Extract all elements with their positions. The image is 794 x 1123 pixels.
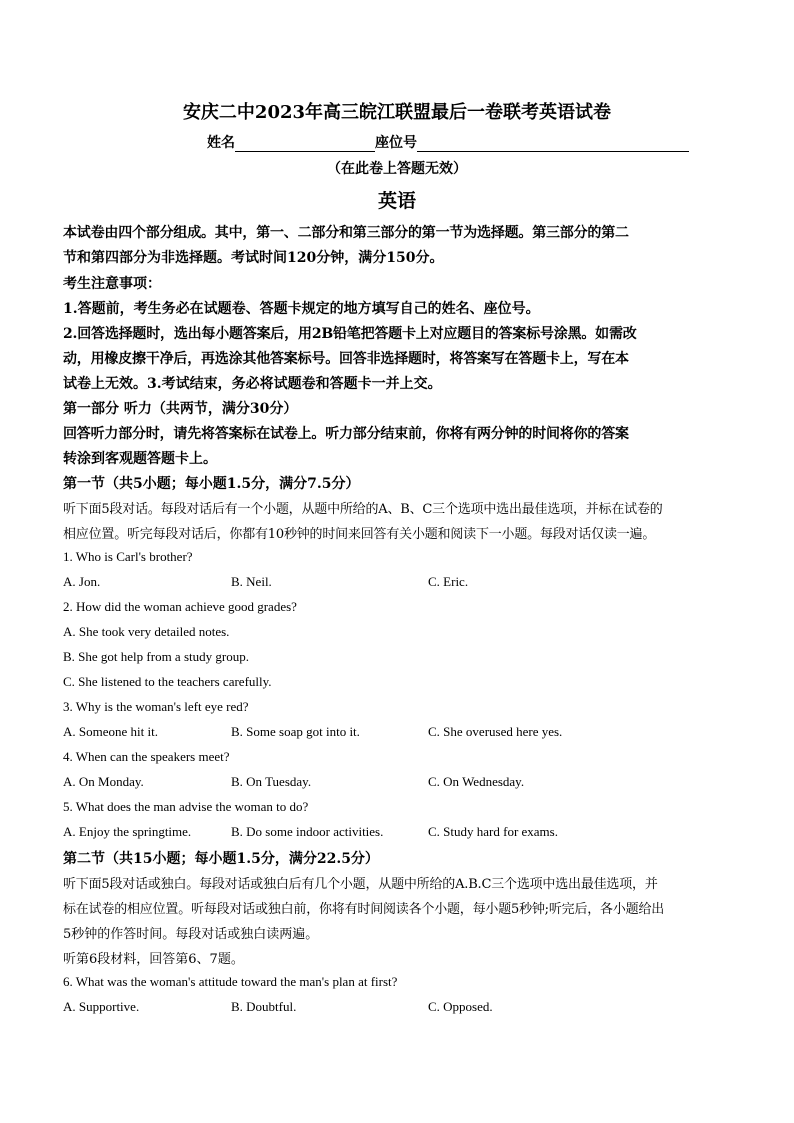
q3-option-a: A. Someone hit it. [63,724,158,739]
q1-option-b: B. Neil. [231,574,272,589]
material-6: 听第6段材料，回答第6、7题。 [63,952,244,967]
name-seat-row [207,132,689,152]
q3-option-c: C. She overused here yes. [428,724,563,739]
q1-option-a: A. Jon. [63,574,101,589]
question-2: 2. How did the woman achieve good grades? [63,599,297,614]
q5-option-a: A. Enjoy the springtime. [63,824,192,839]
section1-heading: 第一节（共5小题；每小题1.5分，满分7.5分） [63,476,360,492]
q4-option-a: A. On Monday. [63,774,144,789]
question-5: 5. What does the man advise the woman to do? [63,799,309,814]
seat-label: 座位号 [375,135,417,151]
part1-instr-2: 转涂到客观题答题卡上。 [63,451,217,467]
q4-option-b: B. On Tuesday. [231,774,312,789]
question-4: 4. When can the speakers meet? [63,749,230,764]
q5-option-c: C. Study hard for exams. [428,824,558,839]
answer-note: （在此卷上答题无效） [327,161,467,177]
notice-2b: 动，用橡皮擦干净后，再选涂其他答案标号。回答非选择题时，将答案写在答题卡上，写在本 [63,351,629,367]
exam-title: 安庆二中2023年高三皖江联盟最后一卷联考英语试卷 [182,102,612,123]
section1-instr-1: 听下面5段对话。每段对话后有一个小题，从题中所给的A、B、C三个选项中选出最佳选项，并标在试卷的 [63,502,663,517]
part1-instr-1: 回答听力部分时，请先将答案标在试卷上。听力部分结束前，你将有两分钟的时间将你的答案 [63,426,629,442]
intro-line-2: 节和第四部分为非选择题。考试时间120分钟，满分150分。 [63,250,444,266]
notice-1: 1.答题前，考生务必在试题卷、答题卡规定的地方填写自己的姓名、座位号。 [63,301,540,317]
q1-option-c: C. Eric. [428,574,469,589]
q2-option-c: C. She listened to the teachers carefully. [63,674,272,689]
q6-option-c: C. Opposed. [428,999,493,1014]
notice-2a: 2.回答选择题时，选出每小题答案后，用2B铅笔把答题卡上对应题目的答案标号涂黑。如需改 [63,326,637,342]
name-label: 姓名 [207,135,235,151]
q5-option-b: B. Do some indoor activities. [231,824,384,839]
q4-option-c: C. On Wednesday. [428,774,525,789]
notice-heading: 考生注意事项： [63,276,161,292]
section2-instr-1: 听下面5段对话或独白。每段对话或独白后有几个小题，从题中所给的A.B.C三个选项中选出最佳选项，并 [63,877,658,892]
question-1: 1. Who is Carl's brother? [63,549,193,564]
q6-option-b: B. Doubtful. [231,999,297,1014]
question-3: 3. Why is the woman's left eye red? [63,699,249,714]
name-blank [235,137,375,152]
section2-heading: 第二节（共15小题；每小题1.5分，满分22.5分） [63,851,379,867]
q3-option-b: B. Some soap got into it. [231,724,360,739]
question-6: 6. What was the woman's attitude toward the man's plan at first? [63,974,398,989]
subject-title: 英语 [377,190,416,212]
section2-instr-3: 5秒钟的作答时间。每段对话或独白读两遍。 [63,927,319,942]
section1-instr-2: 相应位置。听完每段对话后，你都有10秒钟的时间来回答有关小题和阅读下一小题。每段对话仅读一遍。 [63,527,656,542]
intro-line-1: 本试卷由四个部分组成。其中，第一、二部分和第三部分的第一节为选择题。第三部分的第二 [63,225,629,241]
q2-option-a: A. She took very detailed notes. [63,624,230,639]
q6-option-a: A. Supportive. [63,999,140,1014]
part1-heading: 第一部分 听力（共两节，满分30分） [63,401,298,417]
section2-instr-2: 标在试卷的相应位置。听每段对话或独白前，你将有时间阅读各个小题，每小题5秒钟;听完后，各小题给出 [63,902,665,917]
notice-2c: 试卷上无效。3.考试结束，务必将试题卷和答题卡一并上交。 [63,376,442,392]
q2-option-b: B. She got help from a study group. [63,649,249,664]
seat-blank [417,137,689,152]
